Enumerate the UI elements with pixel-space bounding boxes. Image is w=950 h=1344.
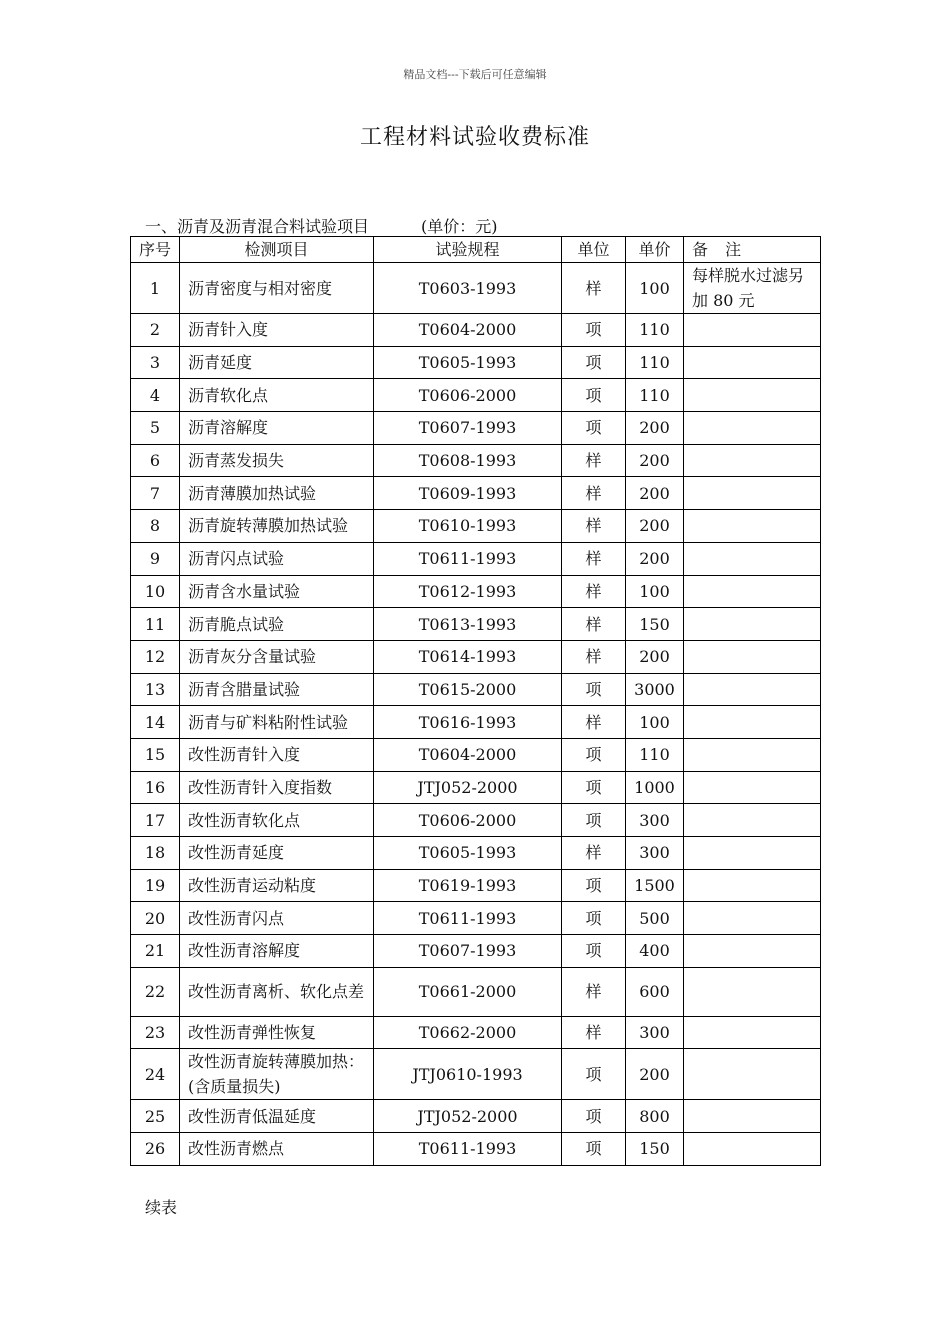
row-note [684,771,821,804]
table-row [131,967,821,1016]
row-number: 18 [131,837,180,870]
row-price: 500 [626,902,684,935]
row-note [684,575,821,608]
row-item: 改性沥青旋转薄膜加热：(含质量损失) [180,1049,374,1100]
page-title: 工程材料试验收费标准 [359,125,590,150]
row-number: 10 [131,575,180,608]
row-note [684,346,821,379]
row-item: 改性沥青离析、软化点差 [180,967,374,1016]
row-spec: T0661-2000 [374,967,562,1016]
row-spec: T0607-1993 [374,412,562,445]
row-unit: 项 [562,738,626,771]
table-row [131,263,821,314]
row-unit: 样 [562,263,626,314]
table-row [131,444,821,477]
row-unit: 项 [562,869,626,902]
row-unit: 项 [562,902,626,935]
row-unit: 样 [562,510,626,543]
row-number: 4 [131,379,180,412]
row-note [684,510,821,543]
row-item: 沥青蒸发损失 [180,444,374,477]
row-number: 8 [131,510,180,543]
row-note [684,640,821,673]
row-note [684,706,821,739]
row-unit: 样 [562,477,626,510]
row-spec: T0619-1993 [374,869,562,902]
row-unit: 项 [562,1100,626,1133]
row-item: 沥青针入度 [180,314,374,347]
header-price: 单价 [626,237,684,263]
row-note [684,379,821,412]
section-heading [145,214,498,237]
row-unit: 项 [562,935,626,968]
row-price: 3000 [626,673,684,706]
table-row [131,314,821,347]
table-row [131,1049,821,1100]
row-unit: 样 [562,608,626,641]
row-note [684,673,821,706]
header-note: 精品文档---下载后可任意编辑 [403,68,547,81]
row-number: 19 [131,869,180,902]
header-note-col: 备 注 [684,237,821,263]
row-unit: 样 [562,575,626,608]
header-no: 序号 [131,237,180,263]
row-number: 25 [131,1100,180,1133]
row-note [684,804,821,837]
row-item: 改性沥青软化点 [180,804,374,837]
row-number: 23 [131,1016,180,1049]
row-spec: T0606-2000 [374,379,562,412]
table-row [131,935,821,968]
row-item: 沥青延度 [180,346,374,379]
row-price: 1000 [626,771,684,804]
row-note [684,314,821,347]
row-spec: T0605-1993 [374,346,562,379]
row-item: 改性沥青延度 [180,837,374,870]
fee-table [130,236,821,1166]
row-spec: T0611-1993 [374,902,562,935]
row-price: 300 [626,1016,684,1049]
table-row [131,706,821,739]
table-row [131,608,821,641]
row-number: 26 [131,1133,180,1166]
row-price: 100 [626,263,684,314]
row-price: 110 [626,379,684,412]
row-price: 150 [626,608,684,641]
row-price: 200 [626,542,684,575]
row-price: 200 [626,412,684,445]
row-number: 11 [131,608,180,641]
table-header [131,237,821,263]
row-spec: T0611-1993 [374,1133,562,1166]
row-spec: T0613-1993 [374,608,562,641]
row-number: 2 [131,314,180,347]
row-note [684,1049,821,1100]
row-price: 200 [626,444,684,477]
row-unit: 项 [562,673,626,706]
row-unit: 项 [562,1133,626,1166]
row-unit: 项 [562,771,626,804]
row-item: 改性沥青针入度 [180,738,374,771]
row-number: 21 [131,935,180,968]
row-spec: T0611-1993 [374,542,562,575]
table-row [131,379,821,412]
row-note [684,738,821,771]
header-item: 检测项目 [180,237,374,263]
header-row [131,237,821,263]
row-price: 100 [626,706,684,739]
row-price: 110 [626,738,684,771]
table-row [131,673,821,706]
row-price: 110 [626,314,684,347]
row-number: 14 [131,706,180,739]
row-item: 沥青闪点试验 [180,542,374,575]
row-spec: T0610-1993 [374,510,562,543]
row-unit: 项 [562,804,626,837]
row-price: 300 [626,837,684,870]
row-unit: 项 [562,412,626,445]
row-item: 沥青旋转薄膜加热试验 [180,510,374,543]
row-note [684,1133,821,1166]
row-price: 200 [626,640,684,673]
row-price: 100 [626,575,684,608]
row-item: 改性沥青燃点 [180,1133,374,1166]
row-number: 16 [131,771,180,804]
continued-label: 续表 [145,1198,178,1217]
row-item: 改性沥青弹性恢复 [180,1016,374,1049]
row-unit: 项 [562,314,626,347]
row-number: 6 [131,444,180,477]
row-price: 600 [626,967,684,1016]
row-unit: 样 [562,640,626,673]
row-spec: T0603-1993 [374,263,562,314]
row-spec: T0604-2000 [374,314,562,347]
row-unit: 样 [562,837,626,870]
row-item: 改性沥青闪点 [180,902,374,935]
row-spec: T0607-1993 [374,935,562,968]
table-row [131,771,821,804]
table-row [131,640,821,673]
row-number: 3 [131,346,180,379]
row-unit: 样 [562,444,626,477]
row-number: 20 [131,902,180,935]
row-note [684,444,821,477]
row-item: 沥青含水量试验 [180,575,374,608]
row-note [684,477,821,510]
row-price: 800 [626,1100,684,1133]
row-spec: T0605-1993 [374,837,562,870]
row-number: 22 [131,967,180,1016]
row-price: 150 [626,1133,684,1166]
row-item: 沥青含腊量试验 [180,673,374,706]
table-row [131,542,821,575]
row-spec: T0616-1993 [374,706,562,739]
row-number: 17 [131,804,180,837]
row-spec: T0608-1993 [374,444,562,477]
row-note [684,902,821,935]
row-spec: JTJ052-2000 [374,771,562,804]
row-unit: 项 [562,1049,626,1100]
row-spec: T0604-2000 [374,738,562,771]
table-body [131,263,821,1166]
section-title: 一、沥青及沥青混合料试验项目 [145,217,370,236]
row-spec: JTJ052-2000 [374,1100,562,1133]
row-spec: T0662-2000 [374,1016,562,1049]
table-row [131,738,821,771]
row-item: 改性沥青低温延度 [180,1100,374,1133]
table-row [131,346,821,379]
section-unit-note: (单价：元) [421,217,498,236]
row-price: 200 [626,477,684,510]
row-item: 沥青密度与相对密度 [180,263,374,314]
row-unit: 样 [562,967,626,1016]
row-item: 沥青与矿料粘附性试验 [180,706,374,739]
row-number: 13 [131,673,180,706]
row-item: 沥青薄膜加热试验 [180,477,374,510]
row-note [684,869,821,902]
row-unit: 样 [562,706,626,739]
row-number: 5 [131,412,180,445]
row-item: 改性沥青溶解度 [180,935,374,968]
row-price: 200 [626,510,684,543]
row-note [684,967,821,1016]
table-row [131,1016,821,1049]
row-number: 24 [131,1049,180,1100]
row-price: 110 [626,346,684,379]
table-row [131,837,821,870]
row-number: 1 [131,263,180,314]
row-spec: T0612-1993 [374,575,562,608]
row-price: 300 [626,804,684,837]
row-note [684,935,821,968]
row-spec: T0606-2000 [374,804,562,837]
row-note [684,542,821,575]
row-item: 沥青溶解度 [180,412,374,445]
row-item: 沥青软化点 [180,379,374,412]
row-price: 200 [626,1049,684,1100]
table-row [131,804,821,837]
row-item: 改性沥青针入度指数 [180,771,374,804]
row-price: 1500 [626,869,684,902]
row-unit: 样 [562,542,626,575]
row-spec: JTJ0610-1993 [374,1049,562,1100]
row-spec: T0615-2000 [374,673,562,706]
row-spec: T0614-1993 [374,640,562,673]
table-row [131,902,821,935]
row-unit: 项 [562,379,626,412]
row-note [684,1016,821,1049]
table-row [131,477,821,510]
row-item: 沥青灰分含量试验 [180,640,374,673]
row-item: 沥青脆点试验 [180,608,374,641]
row-note [684,837,821,870]
row-note: 每样脱水过滤另加 80 元 [684,263,821,314]
row-number: 12 [131,640,180,673]
row-price: 400 [626,935,684,968]
row-item: 改性沥青运动粘度 [180,869,374,902]
row-number: 9 [131,542,180,575]
row-unit: 样 [562,1016,626,1049]
row-spec: T0609-1993 [374,477,562,510]
table-row [131,510,821,543]
row-note [684,412,821,445]
row-note [684,1100,821,1133]
header-spec: 试验规程 [374,237,562,263]
table-row [131,412,821,445]
row-note [684,608,821,641]
table-row [131,1100,821,1133]
table-row [131,575,821,608]
table-row [131,1133,821,1166]
row-number: 15 [131,738,180,771]
row-unit: 项 [562,346,626,379]
header-unit: 单位 [562,237,626,263]
row-number: 7 [131,477,180,510]
table-row [131,869,821,902]
